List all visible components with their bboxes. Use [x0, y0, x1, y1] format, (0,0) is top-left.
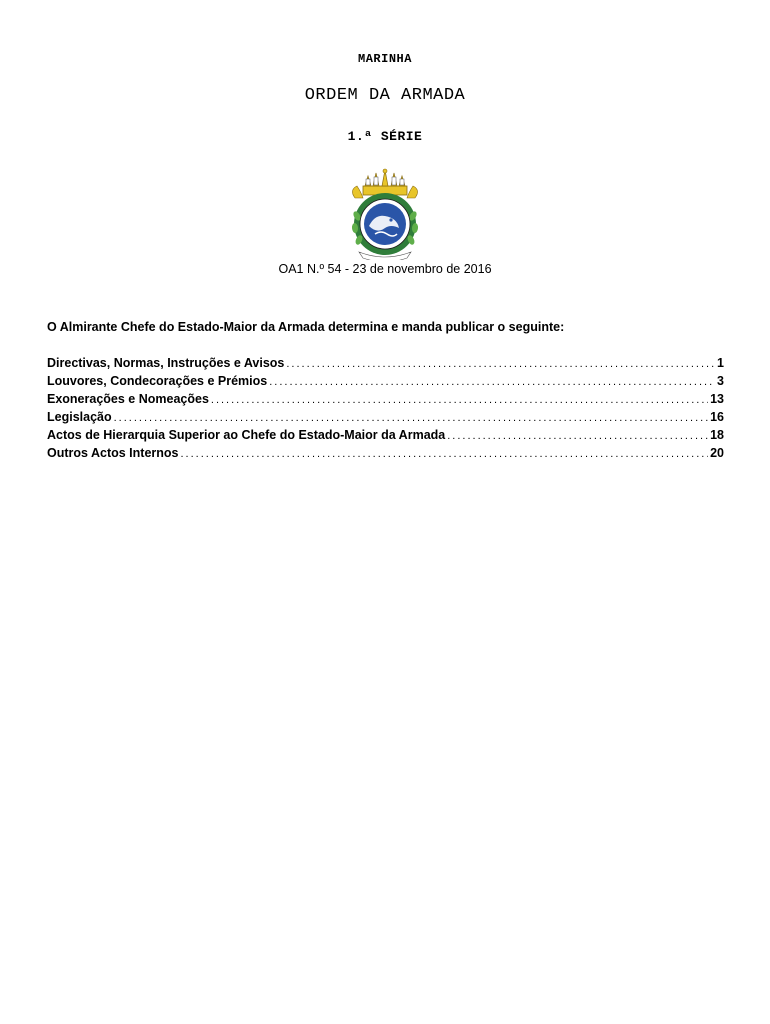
- issue-line: OA1 N.º 54 - 23 de novembro de 2016: [278, 262, 492, 276]
- toc-entry-outros-actos[interactable]: [47, 446, 724, 464]
- toc-entry-louvores[interactable]: [47, 374, 724, 392]
- navy-crest-icon: [345, 168, 425, 260]
- publication-title: ORDEM DA ARMADA: [304, 86, 466, 105]
- toc-entry-page: 20: [710, 446, 724, 460]
- toc-entry-exoneracoes[interactable]: [47, 392, 724, 410]
- organization-name: MARINHA: [358, 52, 412, 66]
- table-of-contents: [47, 356, 724, 464]
- intro-statement: O Almirante Chefe do Estado-Maior da Armada determina e manda publicar o seguinte:: [47, 320, 565, 334]
- toc-leader-dots: [286, 358, 715, 370]
- toc-entry-page: 3: [717, 374, 724, 388]
- toc-entry-label: Outros Actos Internos: [47, 446, 179, 460]
- toc-leader-dots: [447, 430, 708, 442]
- toc-entry-directivas[interactable]: [47, 356, 724, 374]
- toc-entry-label: Louvores, Condecorações e Prémios: [47, 374, 268, 388]
- toc-entry-page: 18: [710, 428, 724, 442]
- toc-entry-label: Actos de Hierarquia Superior ao Chefe do Estado-Maior da Armada: [47, 428, 446, 442]
- toc-leader-dots: [269, 376, 715, 388]
- series-label: 1.ª SÉRIE: [347, 129, 423, 144]
- toc-entry-page: 13: [710, 392, 724, 406]
- toc-entry-legislacao[interactable]: [47, 410, 724, 428]
- toc-entry-label: Directivas, Normas, Instruções e Avisos: [47, 356, 285, 370]
- toc-leader-dots: [181, 448, 709, 460]
- toc-entry-label: Legislação: [47, 410, 112, 424]
- toc-leader-dots: [211, 394, 708, 406]
- toc-leader-dots: [114, 412, 708, 424]
- toc-entry-page: 1: [717, 356, 724, 370]
- toc-entry-label: Exonerações e Nomeações: [47, 392, 209, 406]
- toc-entry-actos-hierarquia[interactable]: [47, 428, 724, 446]
- toc-entry-page: 16: [710, 410, 724, 424]
